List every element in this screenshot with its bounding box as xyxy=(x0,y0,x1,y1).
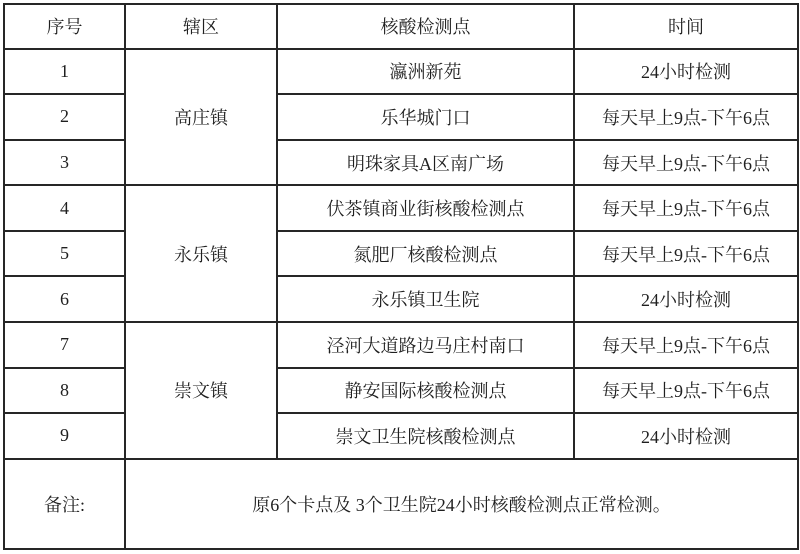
table-row xyxy=(4,368,798,414)
table-row xyxy=(4,140,798,186)
cell-test-site: 伏茶镇商业街核酸检测点 xyxy=(277,185,574,231)
cell-time: 每天早上9点-下午6点 xyxy=(574,94,798,140)
column-header-serial-number: 序号 xyxy=(4,4,125,49)
cell-test-site: 静安国际核酸检测点 xyxy=(277,368,574,414)
note-label: 备注: xyxy=(4,459,125,549)
column-header-time: 时间 xyxy=(574,4,798,49)
table-row xyxy=(4,185,798,231)
cell-district: 永乐镇 xyxy=(125,185,277,322)
cell-time: 每天早上9点-下午6点 xyxy=(574,368,798,414)
cell-test-site: 瀛洲新苑 xyxy=(277,49,574,95)
cell-serial-number: 2 xyxy=(4,94,125,140)
column-header-test-site: 核酸检测点 xyxy=(277,4,574,49)
cell-time: 每天早上9点-下午6点 xyxy=(574,231,798,277)
cell-serial-number: 5 xyxy=(4,231,125,277)
table-row xyxy=(4,413,798,459)
cell-test-site: 乐华城门口 xyxy=(277,94,574,140)
cell-test-site: 氮肥厂核酸检测点 xyxy=(277,231,574,277)
cell-serial-number: 6 xyxy=(4,276,125,322)
cell-serial-number: 1 xyxy=(4,49,125,95)
cell-serial-number: 7 xyxy=(4,322,125,368)
table-row xyxy=(4,322,798,368)
cell-test-site: 泾河大道路边马庄村南口 xyxy=(277,322,574,368)
cell-time: 每天早上9点-下午6点 xyxy=(574,140,798,186)
table-row xyxy=(4,231,798,277)
header-row xyxy=(4,4,798,49)
cell-time: 24小时检测 xyxy=(574,276,798,322)
cell-serial-number: 3 xyxy=(4,140,125,186)
cell-test-site: 永乐镇卫生院 xyxy=(277,276,574,322)
cell-time: 24小时检测 xyxy=(574,413,798,459)
note-text: 原6个卡点及 3个卫生院24小时核酸检测点正常检测。 xyxy=(125,459,798,549)
cell-serial-number: 4 xyxy=(4,185,125,231)
table-row xyxy=(4,49,798,95)
cell-district: 高庄镇 xyxy=(125,49,277,186)
cell-time: 每天早上9点-下午6点 xyxy=(574,322,798,368)
cell-serial-number: 9 xyxy=(4,413,125,459)
column-header-district: 辖区 xyxy=(125,4,277,49)
table-row xyxy=(4,276,798,322)
note-row xyxy=(4,459,798,549)
table-row xyxy=(4,94,798,140)
nucleic-acid-test-sites-table xyxy=(3,3,799,550)
cell-time: 24小时检测 xyxy=(574,49,798,95)
cell-serial-number: 8 xyxy=(4,368,125,414)
cell-time: 每天早上9点-下午6点 xyxy=(574,185,798,231)
cell-test-site: 明珠家具A区南广场 xyxy=(277,140,574,186)
cell-test-site: 崇文卫生院核酸检测点 xyxy=(277,413,574,459)
cell-district: 崇文镇 xyxy=(125,322,277,459)
